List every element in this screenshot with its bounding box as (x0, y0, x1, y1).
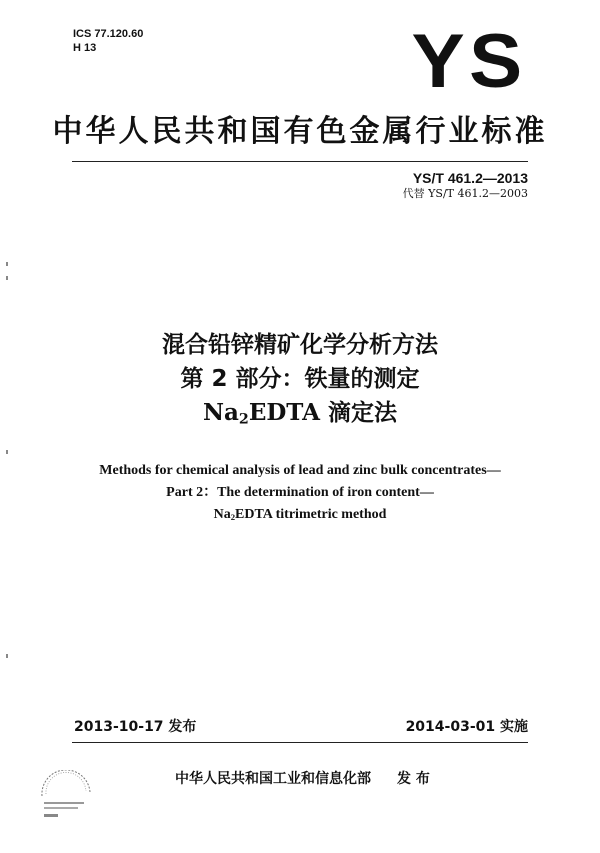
issuer-line (175, 770, 430, 788)
issuer-verb: 发 布 (397, 771, 430, 787)
binding-mark (6, 276, 8, 280)
binding-mark (6, 262, 8, 266)
chinese-title-line3 (0, 396, 600, 437)
issue-date: 2013-10-17 发布 (74, 719, 197, 735)
en-edta-suffix: EDTA titrimetric method (235, 507, 387, 522)
ys-logo: YS (411, 19, 526, 104)
english-title-line3 (0, 504, 600, 528)
standard-code: YS/T 461.2—2013 (412, 170, 528, 186)
chinese-title-line1: 混合铅锌精矿化学分析方法 (162, 332, 438, 358)
header-divider (72, 161, 528, 162)
stamp-icon (36, 770, 96, 828)
edta-suffix: EDTA 滴定法 (248, 399, 398, 426)
footer-divider (72, 742, 528, 743)
english-title-line1: Methods for chemical analysis of lead and zinc bulk concentrates— (99, 463, 501, 478)
chinese-title-line2: 第 2 部分：铁量的测定 (180, 366, 420, 392)
standard-type-title: 中华人民共和国有色金属行业标准 (52, 114, 548, 149)
standard-code-block (403, 170, 528, 201)
english-title (0, 460, 600, 528)
ccs-code: H 13 (73, 42, 97, 54)
na-subscript: 2 (238, 411, 249, 428)
classification-codes (73, 27, 143, 55)
na-prefix: Na (202, 399, 239, 426)
en-na-prefix: Na (213, 507, 231, 522)
binding-mark (6, 450, 8, 454)
binding-mark (6, 654, 8, 658)
english-title-line2: Part 2：The determination of iron content— (166, 485, 434, 500)
en-na-subscript: 2 (230, 512, 236, 523)
chinese-title (0, 328, 600, 437)
ics-code: ICS 77.120.60 (73, 28, 144, 40)
implementation-date: 2014-03-01 实施 (405, 719, 528, 735)
replaces-code: 代替 YS/T 461.2—2003 (402, 187, 528, 200)
issuer-name: 中华人民共和国工业和信息化部 (175, 771, 371, 787)
